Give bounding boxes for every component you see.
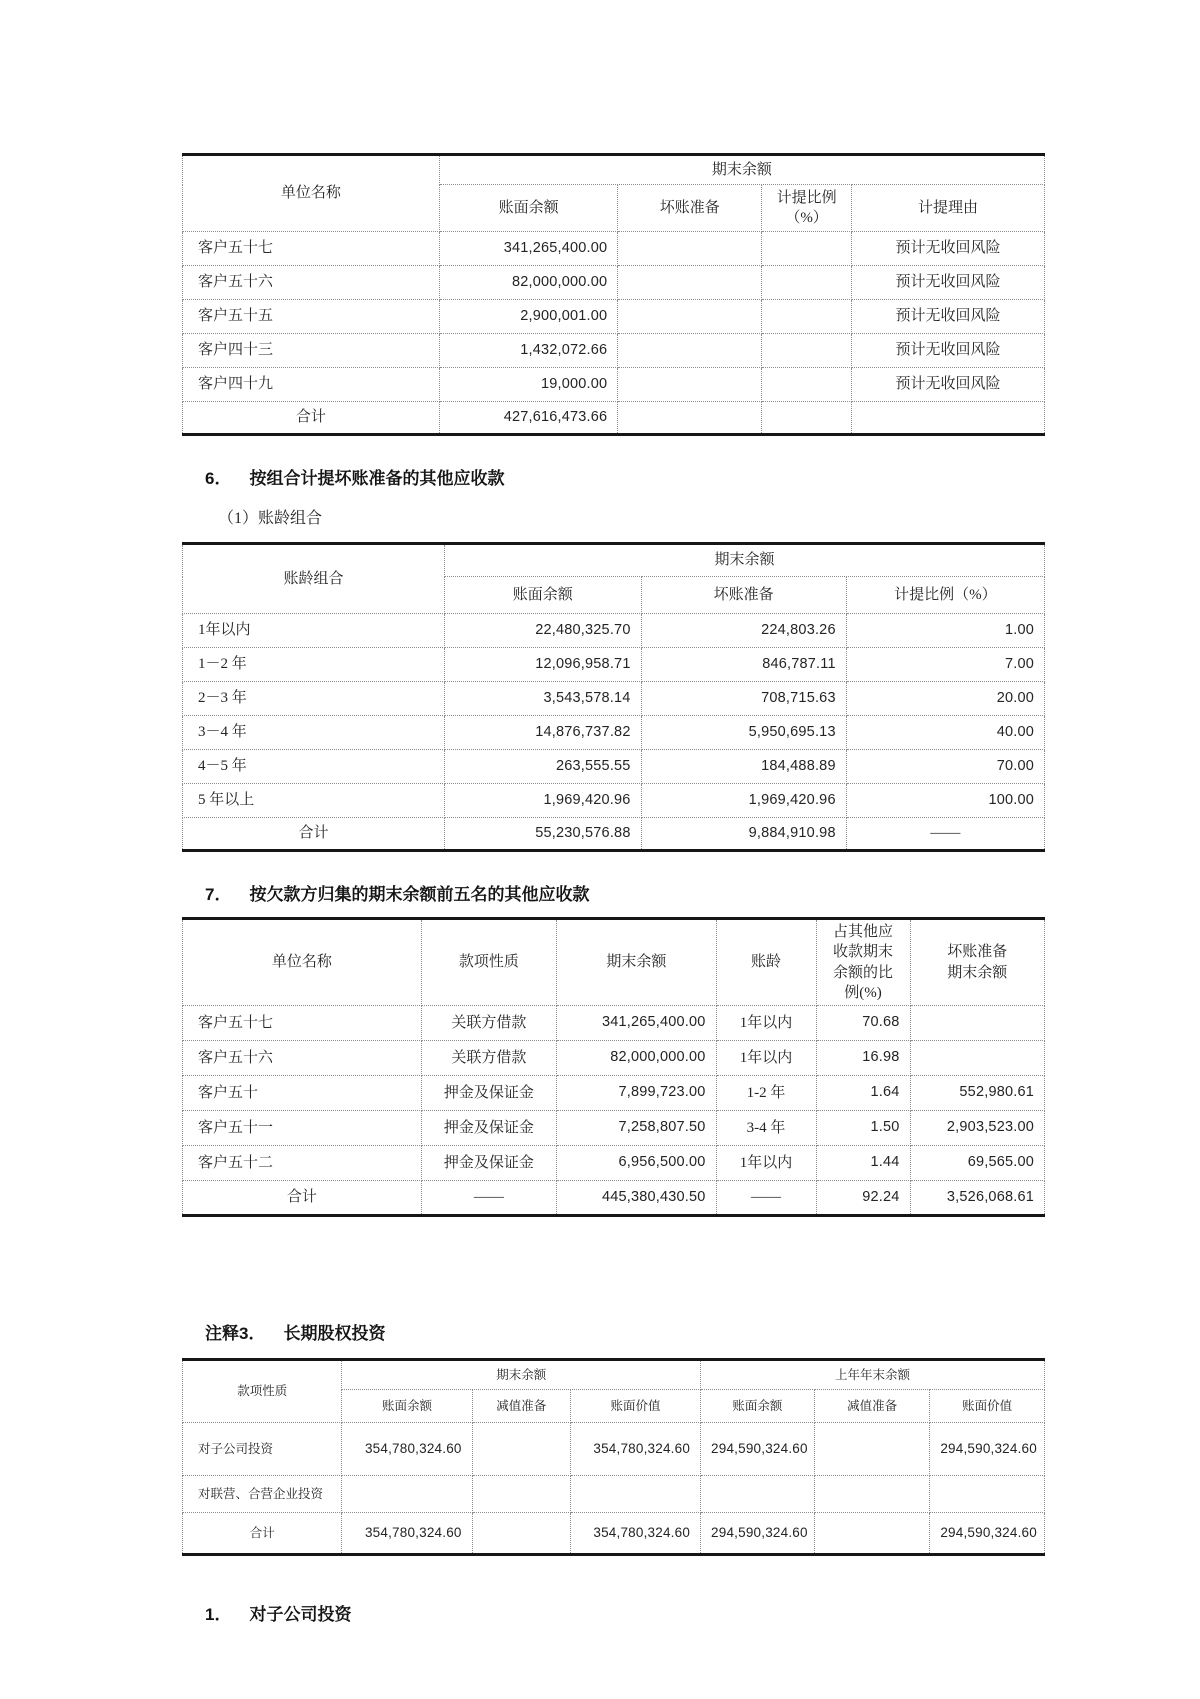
cell-bad-debt: 552,980.61 [910,1076,1045,1111]
cell-unit-name: 客户五十 [183,1076,422,1111]
col-header-book-value: 账面价值 [570,1390,700,1423]
table-row [183,1041,1045,1076]
cell-book-value [570,1476,700,1513]
col-header-impairment: 减值准备 [472,1390,570,1423]
cell-total-label: 合计 [183,402,440,435]
total-row [183,1513,1045,1555]
cell-balance: 7,899,723.00 [557,1076,716,1111]
col-header-nature: 款项性质 [421,919,556,1006]
cell-bad-debt [618,300,762,334]
cell-book-balance: 14,876,737.82 [445,716,642,750]
cell-ratio [762,232,852,266]
cell-aging: 3-4 年 [716,1111,816,1146]
cell-bad-debt: 224,803.26 [641,614,846,648]
cell-unit-name: 客户四十三 [183,334,440,368]
col-header-unit-name: 单位名称 [183,919,422,1006]
cell-age-band: 3－4 年 [183,716,445,750]
col-header-provision-reason: 计提理由 [851,185,1044,232]
cell-balance: 341,265,400.00 [557,1006,716,1041]
section-number: 注释3． [205,1324,266,1343]
cell-total-aging: —— [716,1181,816,1216]
cell-impairment-prev [814,1476,930,1513]
top5-other-receivables-table [182,917,1045,1217]
cell-balance: 6,956,500.00 [557,1146,716,1181]
cell-book-balance: 22,480,325.70 [445,614,642,648]
cell-unit-name: 客户五十六 [183,266,440,300]
total-row [183,1181,1045,1216]
cell-ratio [762,300,852,334]
cell-total-balance: 445,380,430.50 [557,1181,716,1216]
cell-total-nature: —— [421,1181,556,1216]
cell-nature: 押金及保证金 [421,1076,556,1111]
cell-bad-debt [618,266,762,300]
cell-bad-debt [910,1006,1045,1041]
cell-ratio: 7.00 [846,648,1044,682]
cell-total-impairment [472,1513,570,1555]
cell-investment-type: 对子公司投资 [183,1423,342,1476]
cell-ratio [762,334,852,368]
col-header-bad-debt-provision: 坏账准备 [618,185,762,232]
total-row [183,402,1045,435]
cell-ratio: 1.00 [846,614,1044,648]
col-header-proportion: 占其他应收款期末余额的比例(%) [816,919,910,1006]
col-header-provision-ratio: 计提比例（%） [846,577,1044,614]
cell-total-label: 合计 [183,1181,422,1216]
cell-ratio: 40.00 [846,716,1044,750]
cell-book-balance: 19,000.00 [439,368,617,402]
table-row [183,1423,1045,1476]
col-header-book-balance: 账面余额 [701,1390,815,1423]
cell-ratio [762,266,852,300]
cell-book-balance: 3,543,578.14 [445,682,642,716]
table-row [183,1476,1045,1513]
cell-aging: 1-2 年 [716,1076,816,1111]
cell-reason: 预计无收回风险 [851,334,1044,368]
cell-unit-name: 客户五十七 [183,1006,422,1041]
cell-nature: 关联方借款 [421,1006,556,1041]
cell-bad-debt [618,334,762,368]
cell-aging: 1年以内 [716,1006,816,1041]
cell-age-band: 4－5 年 [183,750,445,784]
cell-balance: 7,258,807.50 [557,1111,716,1146]
cell-book-value-prev: 294,590,324.60 [930,1423,1045,1476]
cell-impairment [472,1423,570,1476]
cell-aging: 1年以内 [716,1146,816,1181]
cell-balance: 82,000,000.00 [557,1041,716,1076]
cell-total-bad-debt: 9,884,910.98 [641,818,846,851]
section-number: 7． [205,885,232,904]
cell-total-book-balance: 55,230,576.88 [445,818,642,851]
section-6-heading [205,464,1200,489]
cell-unit-name: 客户五十五 [183,300,440,334]
note-3-heading [205,1319,1200,1344]
col-header-aging: 账龄 [716,919,816,1006]
section-title: 长期股权投资 [283,1324,386,1343]
cell-proportion: 1.50 [816,1111,910,1146]
cell-unit-name: 客户五十六 [183,1041,422,1076]
table-row [183,1146,1045,1181]
cell-book-balance: 354,780,324.60 [342,1423,472,1476]
cell-aging: 1年以内 [716,1041,816,1076]
cell-bad-debt: 708,715.63 [641,682,846,716]
cell-bad-debt [618,232,762,266]
cell-age-band: 2－3 年 [183,682,445,716]
cell-total-book-balance: 354,780,324.60 [342,1513,472,1555]
section-title: 按组合计提坏账准备的其他应收款 [249,469,505,488]
total-row [183,818,1045,851]
cell-book-balance: 1,432,072.66 [439,334,617,368]
cell-proportion: 1.44 [816,1146,910,1181]
cell-bad-debt: 5,950,695.13 [641,716,846,750]
long-term-equity-investment-table [182,1358,1045,1556]
cell-unit-name: 客户四十九 [183,368,440,402]
cell-total-book-value: 354,780,324.60 [570,1513,700,1555]
cell-age-band: 1－2 年 [183,648,445,682]
cell-reason: 预计无收回风险 [851,300,1044,334]
table-row [183,614,1045,648]
cell-book-balance-prev: 294,590,324.60 [701,1423,815,1476]
cell-impairment-prev [814,1423,930,1476]
cell-bad-debt: 2,903,523.00 [910,1111,1045,1146]
cell-book-balance: 12,096,958.71 [445,648,642,682]
cell-bad-debt [618,368,762,402]
cell-unit-name: 客户五十一 [183,1111,422,1146]
cell-book-value-prev [930,1476,1045,1513]
cell-book-balance: 2,900,001.00 [439,300,617,334]
col-header-bad-debt-provision: 坏账准备 [641,577,846,614]
cell-total-bad-debt [618,402,762,435]
cell-nature: 押金及保证金 [421,1111,556,1146]
section-title: 对子公司投资 [249,1605,352,1624]
col-header-ending-balance-group: 期末余额 [439,155,1044,185]
cell-book-balance: 82,000,000.00 [439,266,617,300]
cell-reason: 预计无收回风险 [851,232,1044,266]
cell-ratio: 70.00 [846,750,1044,784]
cell-nature: 押金及保证金 [421,1146,556,1181]
cell-investment-type: 对联营、合营企业投资 [183,1476,342,1513]
col-header-impairment: 减值准备 [814,1390,930,1423]
header-row-group [183,155,1045,185]
cell-age-band: 1年以内 [183,614,445,648]
subsection-1-heading: （1）账龄组合 [218,510,323,527]
cell-proportion: 70.68 [816,1006,910,1041]
cell-total-book-value-prev: 294,590,324.60 [930,1513,1045,1555]
cell-reason: 预计无收回风险 [851,266,1044,300]
col-header-unit-name: 单位名称 [183,155,440,232]
cell-total-label: 合计 [183,1513,342,1555]
col-header-book-balance: 账面余额 [342,1390,472,1423]
cell-unit-name: 客户五十二 [183,1146,422,1181]
cell-impairment [472,1476,570,1513]
col-header-prior-year-balance-group: 上年年末余额 [701,1360,1045,1390]
col-header-book-value: 账面价值 [930,1390,1045,1423]
col-header-provision-ratio: 计提比例（%） [762,185,852,232]
table-row [183,232,1045,266]
table-row [183,648,1045,682]
table-row [183,716,1045,750]
cell-total-ratio: —— [846,818,1044,851]
table-row [183,750,1045,784]
col-header-nature: 款项性质 [183,1360,342,1423]
section-title: 按欠款方归集的期末余额前五名的其他应收款 [249,885,590,904]
cell-ratio: 100.00 [846,784,1044,818]
cell-bad-debt [910,1041,1045,1076]
col-header-ending-balance-group: 期末余额 [342,1360,701,1390]
section-7-heading [205,880,1200,905]
header-row-group [183,1360,1045,1390]
cell-book-balance [342,1476,472,1513]
table-row [183,1111,1045,1146]
table-row [183,682,1045,716]
cell-reason: 预计无收回风险 [851,368,1044,402]
header-row-group [183,544,1045,577]
section-number: 6． [205,469,232,488]
cell-unit-name: 客户五十七 [183,232,440,266]
cell-total-reason [851,402,1044,435]
cell-ratio [762,368,852,402]
cell-book-value: 354,780,324.60 [570,1423,700,1476]
col-header-ending-balance: 期末余额 [557,919,716,1006]
cell-bad-debt: 184,488.89 [641,750,846,784]
col-header-book-balance: 账面余额 [439,185,617,232]
table-row [183,784,1045,818]
cell-book-balance: 341,265,400.00 [439,232,617,266]
cell-bad-debt: 1,969,420.96 [641,784,846,818]
section-number: 1． [205,1605,232,1624]
cell-total-book-balance: 427,616,473.66 [439,402,617,435]
col-header-aging-portfolio: 账龄组合 [183,544,445,614]
table-row [183,334,1045,368]
cell-proportion: 1.64 [816,1076,910,1111]
table-row [183,1006,1045,1041]
table-row [183,300,1045,334]
cell-ratio: 20.00 [846,682,1044,716]
cell-proportion: 16.98 [816,1041,910,1076]
col-header-book-balance: 账面余额 [445,577,642,614]
cell-book-balance: 263,555.55 [445,750,642,784]
col-header-bad-debt-ending-balance: 坏账准备期末余额 [910,919,1045,1006]
table-row [183,368,1045,402]
cell-bad-debt: 69,565.00 [910,1146,1045,1181]
col-header-ending-balance-group: 期末余额 [445,544,1045,577]
cell-book-balance: 1,969,420.96 [445,784,642,818]
provision-by-item-table [182,153,1045,436]
section-1-heading [205,1600,1200,1625]
cell-total-bad-debt: 3,526,068.61 [910,1181,1045,1216]
cell-total-ratio [762,402,852,435]
cell-total-proportion: 92.24 [816,1181,910,1216]
header-row [183,919,1045,1006]
cell-book-balance-prev [701,1476,815,1513]
cell-age-band: 5 年以上 [183,784,445,818]
table-row [183,1076,1045,1111]
cell-total-book-balance-prev: 294,590,324.60 [701,1513,815,1555]
table-row [183,266,1045,300]
cell-bad-debt: 846,787.11 [641,648,846,682]
cell-nature: 关联方借款 [421,1041,556,1076]
cell-total-label: 合计 [183,818,445,851]
aging-portfolio-table [182,542,1045,852]
cell-total-impairment-prev [814,1513,930,1555]
